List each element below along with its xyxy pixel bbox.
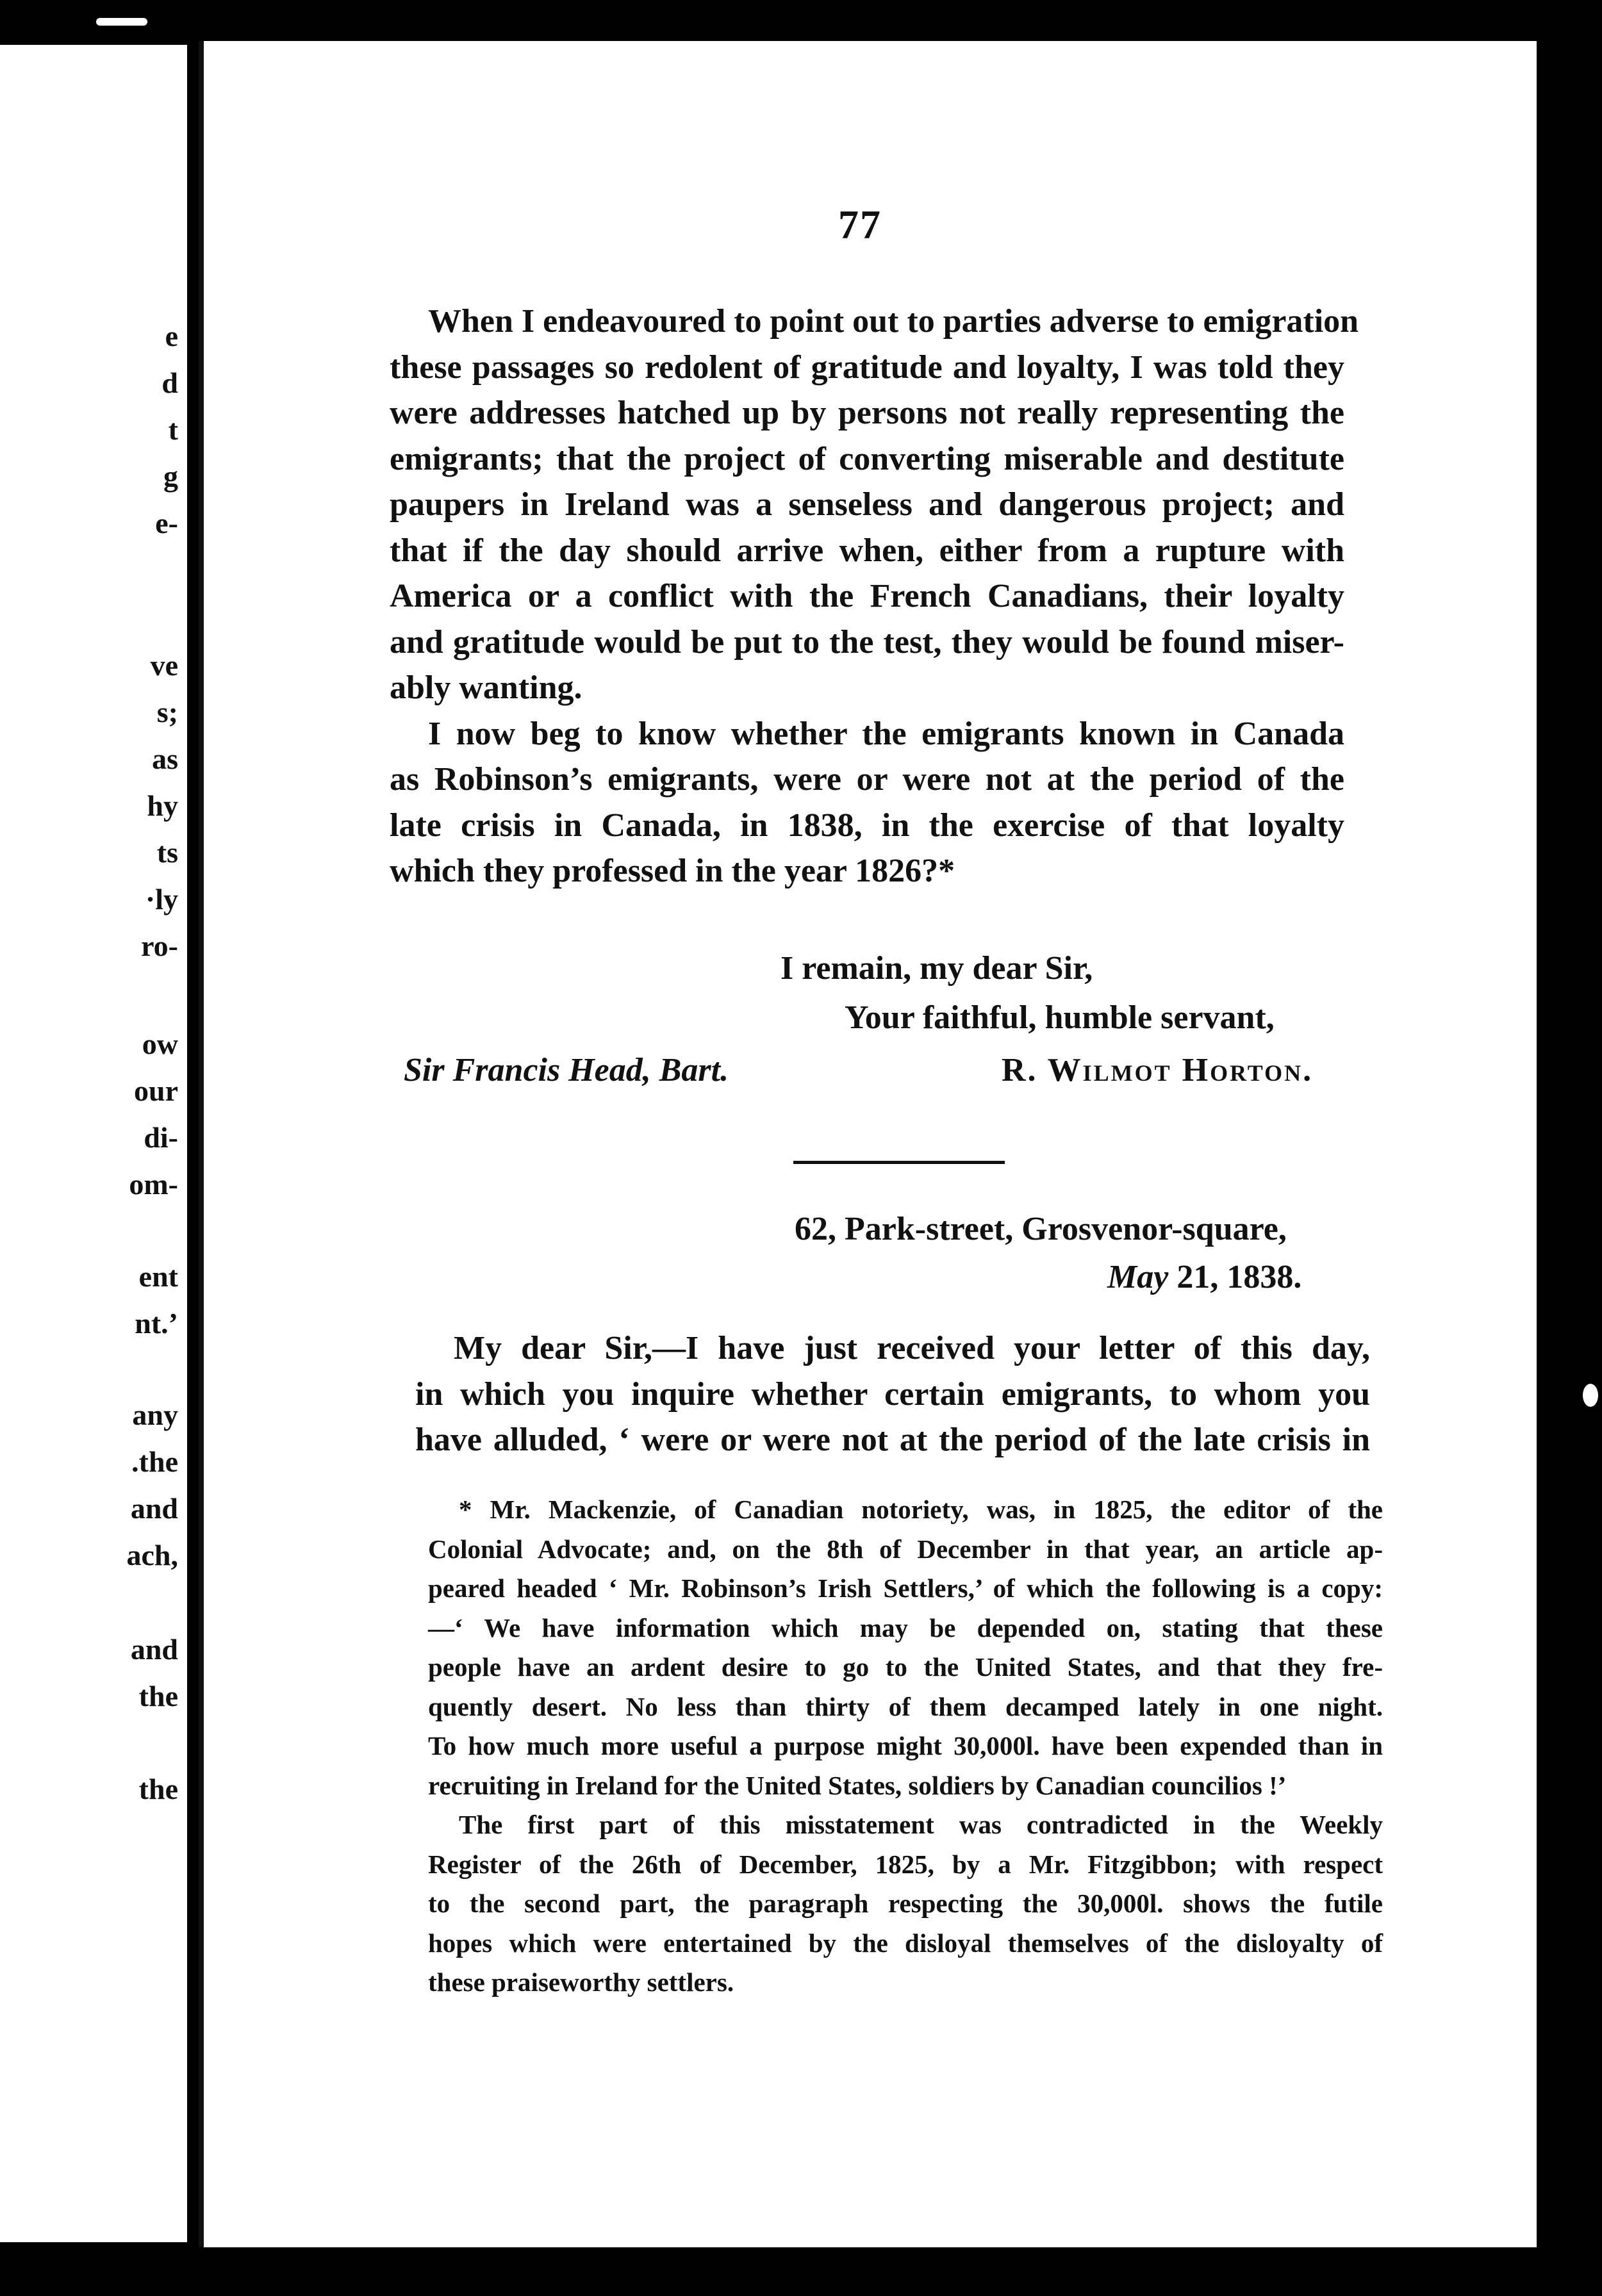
footnote-line: quently desert. No less than thirty of them decamped lately in one night. (428, 1691, 1383, 1721)
left-fragment: our (134, 1074, 178, 1107)
section-divider (793, 1161, 1005, 1164)
left-fragment: as (152, 742, 178, 775)
body-line: I now beg to know whether the emigrants known in Canada (428, 715, 1344, 752)
book-page (199, 41, 1537, 2247)
closing-remain: I remain, my dear Sir, (780, 950, 1093, 987)
left-fragment: t (168, 413, 178, 446)
left-page-edge (0, 45, 187, 2242)
footnote-line: these praiseworthy settlers. (428, 1967, 734, 1997)
footnote-line: Colonial Advocate; and, on the 8th of December in that year, an article ap- (428, 1534, 1383, 1564)
body-line: that if the day should arrive when, either from a rupture with (390, 532, 1344, 569)
date-rest: 21, 1838. (1177, 1259, 1302, 1295)
footnote-line: The first part of this misstatement was contradicted in the Weekly (459, 1810, 1383, 1839)
body-line: were addresses hatched up by persons not really representing the (390, 395, 1344, 431)
body-line: paupers in Ireland was a senseless and dangerous project; and (390, 486, 1344, 523)
body-line: these passages so redolent of gratitude and loyalty, I was told they (390, 348, 1344, 386)
left-fragment: nt.’ (135, 1307, 178, 1340)
footnote-line: —‘ We have information which may be depended on, stating that these (428, 1612, 1383, 1643)
date-month: May (1107, 1259, 1169, 1295)
scan-mark (1583, 1384, 1598, 1407)
body-line: When I endeavoured to point out to parties adverse to emigration (428, 303, 1359, 340)
letter2-paragraph (415, 1325, 1370, 1463)
body-line: late crisis in Canada, in 1838, in the exercise of that loyalty (390, 807, 1344, 844)
letter2-line: in which you inquire whether certain emigrants, to whom you (415, 1375, 1370, 1413)
footnote-line: peared headed ‘ Mr. Robinson’s Irish Settlers,’ of which the following is a copy: (428, 1573, 1383, 1603)
page-number: 77 (838, 202, 882, 247)
body-line: America or a conflict with the French Canadians, their loyalty (390, 578, 1344, 614)
left-fragment: ve (150, 649, 178, 682)
left-fragment: and (130, 1633, 178, 1666)
footnote-line: * Mr. Mackenzie, of Canadian notoriety, was, in 1825, the editor of the (459, 1495, 1383, 1524)
letter-address (795, 1210, 1287, 1248)
body-line: emigrants; that the project of converting miserable and destitute (390, 440, 1344, 477)
body-line: ably wanting. (390, 669, 582, 706)
address-text: 62, Park-street, Grosvenor-square, (795, 1211, 1287, 1247)
left-fragment: ach, (126, 1539, 178, 1571)
body-line: which they professed in the year 1826?* (390, 853, 955, 889)
left-fragment: d (161, 366, 178, 399)
left-fragment: .the (131, 1445, 178, 1478)
left-fragment: the (138, 1680, 178, 1712)
left-fragment: s; (156, 696, 178, 728)
letter2-line: My dear Sir,—I have just received your letter of this day, (454, 1330, 1370, 1366)
scan-mark (96, 18, 147, 26)
footnote-line: recruiting in Ireland for the United States, soldiers by Canadian councilios !’ (428, 1770, 1287, 1800)
body-line: and gratitude would be put to the test, they would be found miser- (390, 623, 1344, 660)
footnote (428, 1490, 1383, 2003)
left-fragment: ow (142, 1028, 178, 1060)
left-fragment: the (138, 1773, 178, 1805)
footnote-line: to the second part, the paragraph respecting the 30,000l. shows the futile (428, 1889, 1383, 1918)
left-fragment: ro- (141, 930, 178, 962)
left-fragment: ts (156, 836, 178, 869)
letter2-line: have alluded, ‘ were or were not at the period of the late crisis in (415, 1422, 1370, 1458)
left-fragment: ent (138, 1260, 178, 1293)
left-fragment: and (130, 1492, 178, 1525)
closing-servant: Your faithful, humble servant, (845, 999, 1275, 1036)
left-fragment: any (132, 1398, 178, 1431)
left-fragment: om- (129, 1168, 178, 1201)
body-line: as Robinson’s emigrants, were or were not at the period of the (390, 761, 1344, 798)
left-fragment: di- (144, 1121, 178, 1154)
left-fragment: e- (155, 507, 178, 539)
addressee: Sir Francis Head, Bart. (404, 1052, 729, 1088)
footnote-line: hopes which were entertained by the disloyal themselves of the disloyalty of (428, 1928, 1383, 1958)
left-fragment: hy (147, 789, 178, 822)
left-fragment: e (165, 320, 178, 352)
footnote-line: Register of the 26th of December, 1825, by a Mr. Fitzgibbon; with respect (428, 1849, 1383, 1879)
footnote-line: To how much more useful a purpose might 30,000l. have been expended than in (428, 1731, 1383, 1760)
left-fragment: g (163, 460, 178, 493)
letter-date (1107, 1258, 1301, 1296)
footnote-line: people have an ardent desire to go to the United States, and that they fre- (428, 1652, 1383, 1682)
left-fragment: ·ly (145, 883, 178, 915)
body-paragraph-1 (390, 299, 1359, 894)
signature: R. Wilmot Horton. (1002, 1052, 1314, 1088)
